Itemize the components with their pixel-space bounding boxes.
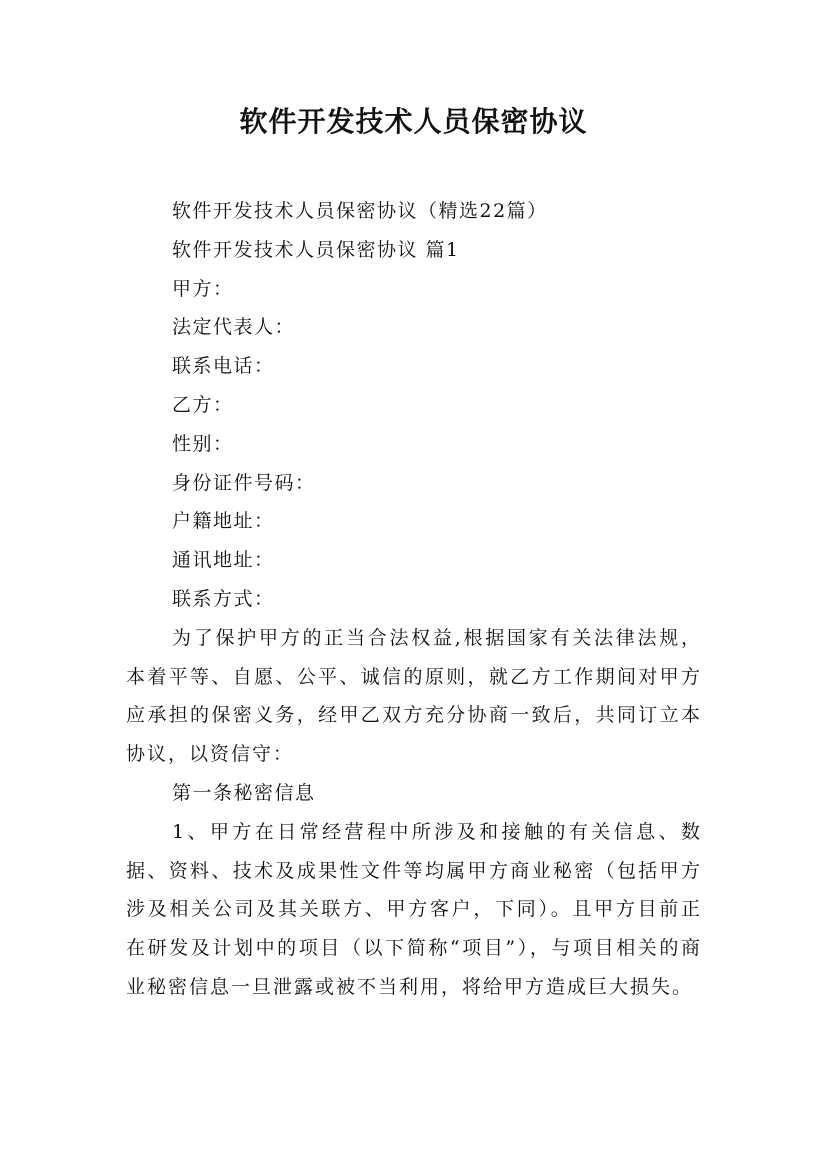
- mailing-address-label: 通讯地址：: [172, 549, 275, 572]
- section-heading: 软件开发技术人员保密协议 篇1: [172, 238, 460, 261]
- gender-label: 性别：: [172, 432, 234, 455]
- document-body: [126, 192, 702, 1007]
- subtitle-line: 软件开发技术人员保密协议（精选22篇）: [172, 200, 548, 222]
- document-title: 软件开发技术人员保密协议: [239, 105, 588, 138]
- id-number-label: 身份证件号码：: [172, 471, 316, 494]
- household-address-label: 户籍地址：: [172, 510, 275, 533]
- party-b-label: 乙方：: [172, 393, 234, 416]
- phone-label: 联系电话：: [172, 355, 275, 378]
- article-heading: 第一条秘密信息: [172, 781, 316, 804]
- contact-label: 联系方式：: [172, 587, 275, 610]
- legal-representative-label: 法定代表人：: [172, 316, 296, 339]
- party-a-label: 甲方：: [172, 277, 234, 300]
- clause-paragraph: 1、甲方在日常经营程中所涉及和接触的有关信息、数据、资料、技术及成果性文件等均属甲方商业秘密（包括甲方涉及相关公司及其关联方、甲方客户，下同）。且甲方目前正在研发及计划中的项目（以下简称“项目”），与项目相关的商业秘密信息一旦泄露或被不当利用，将给甲方造成巨大损失。: [126, 820, 702, 998]
- intro-paragraph: 为了保护甲方的正当合法权益,根据国家有关法律法规，本着平等、自愿、公平、诚信的原则，就乙方工作期间对甲方应承担的保密义务，经甲乙双方充分协商一致后，共同订立本协议，以资信守：: [126, 626, 702, 766]
